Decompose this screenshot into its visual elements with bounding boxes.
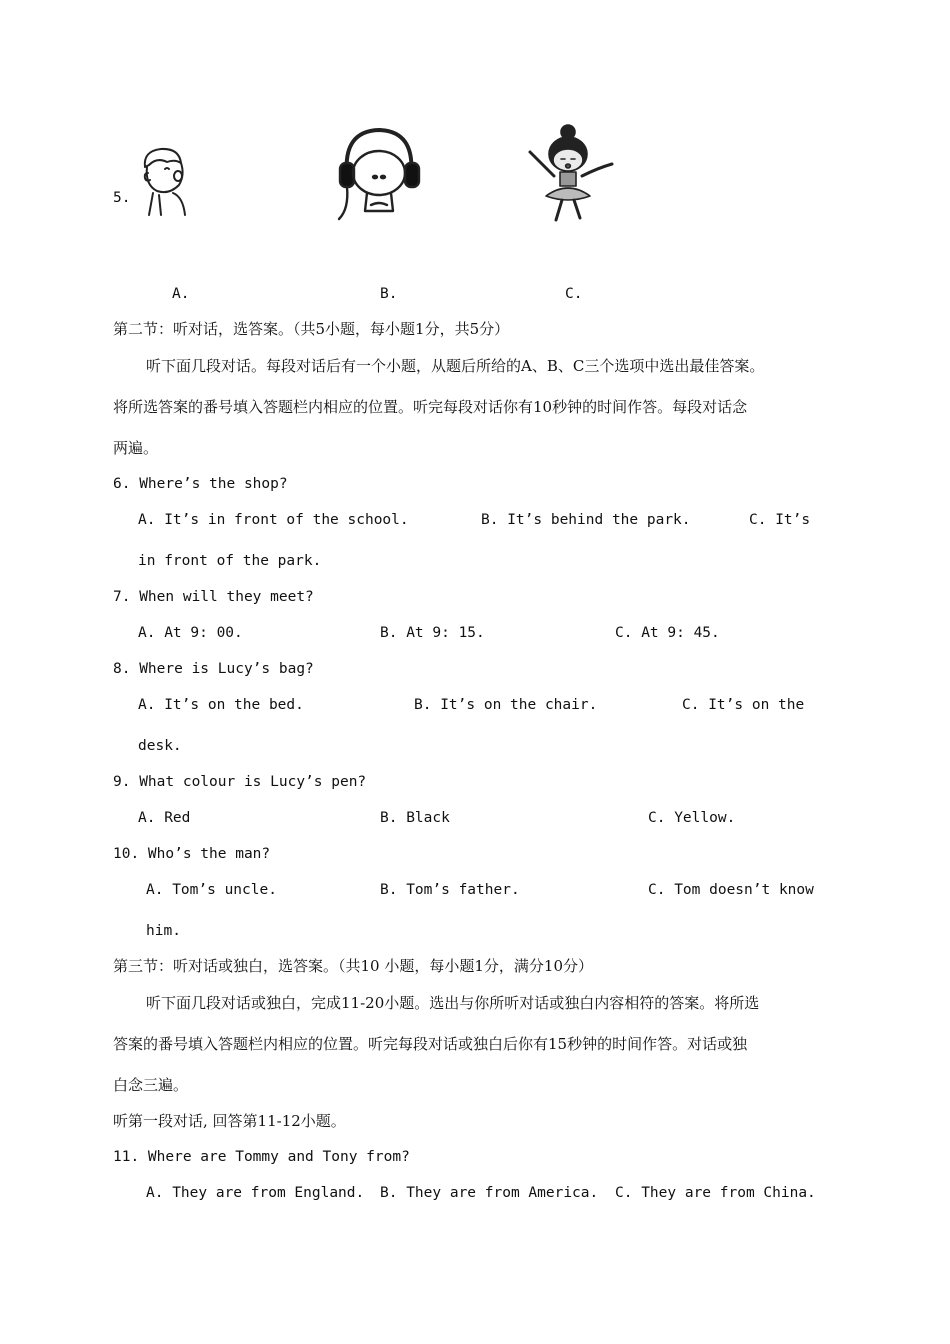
option-a-label: A.	[172, 286, 190, 302]
question-8-option-c-continued: desk.	[138, 738, 182, 754]
section-3-instruction-line: 答案的番号填入答题栏内相应的位置。听完每段对话或独白后你有15秒钟的时间作答。对话或独	[113, 1035, 748, 1053]
section-3-instruction-line: 白念三遍。	[113, 1076, 189, 1094]
question-9-option-a: A. Red	[138, 810, 191, 826]
question-9-stem: 9. What colour is Lucy’s pen?	[113, 774, 367, 790]
question-11-stem: 11. Where are Tommy and Tony from?	[113, 1149, 410, 1165]
option-c-label: C.	[565, 286, 583, 302]
question-6-stem: 6. Where’s the shop?	[113, 476, 288, 492]
question-8-stem: 8. Where is Lucy’s bag?	[113, 661, 314, 677]
question-11-option-c: C. They are from China.	[615, 1185, 816, 1201]
question-11-option-b: B. They are from America.	[380, 1185, 599, 1201]
question-5-number: 5.	[113, 190, 131, 206]
question-7-stem: 7. When will they meet?	[113, 589, 314, 605]
headphones-listening-icon	[335, 125, 425, 225]
section-3-instruction-line: 听下面几段对话或独白，完成11-20小题。选出与你所听对话或独白内容相符的答案。将所选	[146, 994, 760, 1012]
section-2-instruction-line: 听下面几段对话。每段对话后有一个小题，从题后所给的A、B、C三个选项中选出最佳答案。	[146, 357, 765, 375]
question-9-option-c: C. Yellow.	[648, 810, 736, 826]
question-7-option-b: B. At 9: 15.	[380, 625, 485, 641]
section-2-instruction-line: 两遍。	[113, 439, 159, 457]
question-7-option-c: C. At 9: 45.	[615, 625, 720, 641]
question-11-option-a: A. They are from England.	[146, 1185, 365, 1201]
question-10-option-b: B. Tom’s father.	[380, 882, 520, 898]
section-3-part-1-label: 听第一段对话, 回答第11-12小题。	[113, 1112, 346, 1130]
question-7-option-a: A. At 9: 00.	[138, 625, 243, 641]
boy-talking-icon	[135, 145, 197, 220]
question-8-option-b: B. It’s on the chair.	[414, 697, 598, 713]
question-10-option-c-continued: him.	[146, 923, 181, 939]
question-9-option-b: B. Black	[380, 810, 450, 826]
question-10-option-c: C. Tom doesn’t know	[648, 882, 814, 898]
girl-dancing-icon	[520, 122, 620, 224]
question-6-option-c-continued: in front of the park.	[138, 553, 322, 569]
question-6-option-a: A. It’s in front of the school.	[138, 512, 409, 528]
question-6-option-c: C. It’s	[749, 512, 811, 528]
section-2-heading: 第二节：听对话，选答案。（共5小题，每小题1分，共5分）	[113, 320, 510, 338]
question-10-stem: 10. Who’s the man?	[113, 846, 271, 862]
section-3-heading: 第三节：听对话或独白，选答案。（共10 小题，每小题1分，满分10分）	[113, 957, 593, 975]
option-b-label: B.	[380, 286, 398, 302]
question-10-option-a: A. Tom’s uncle.	[146, 882, 277, 898]
question-6-option-b: B. It’s behind the park.	[481, 512, 691, 528]
section-2-instruction-line: 将所选答案的番号填入答题栏内相应的位置。听完每段对话你有10秒钟的时间作答。每段对话念	[113, 398, 748, 416]
question-8-option-c: C. It’s on the	[682, 697, 805, 713]
question-8-option-a: A. It’s on the bed.	[138, 697, 304, 713]
